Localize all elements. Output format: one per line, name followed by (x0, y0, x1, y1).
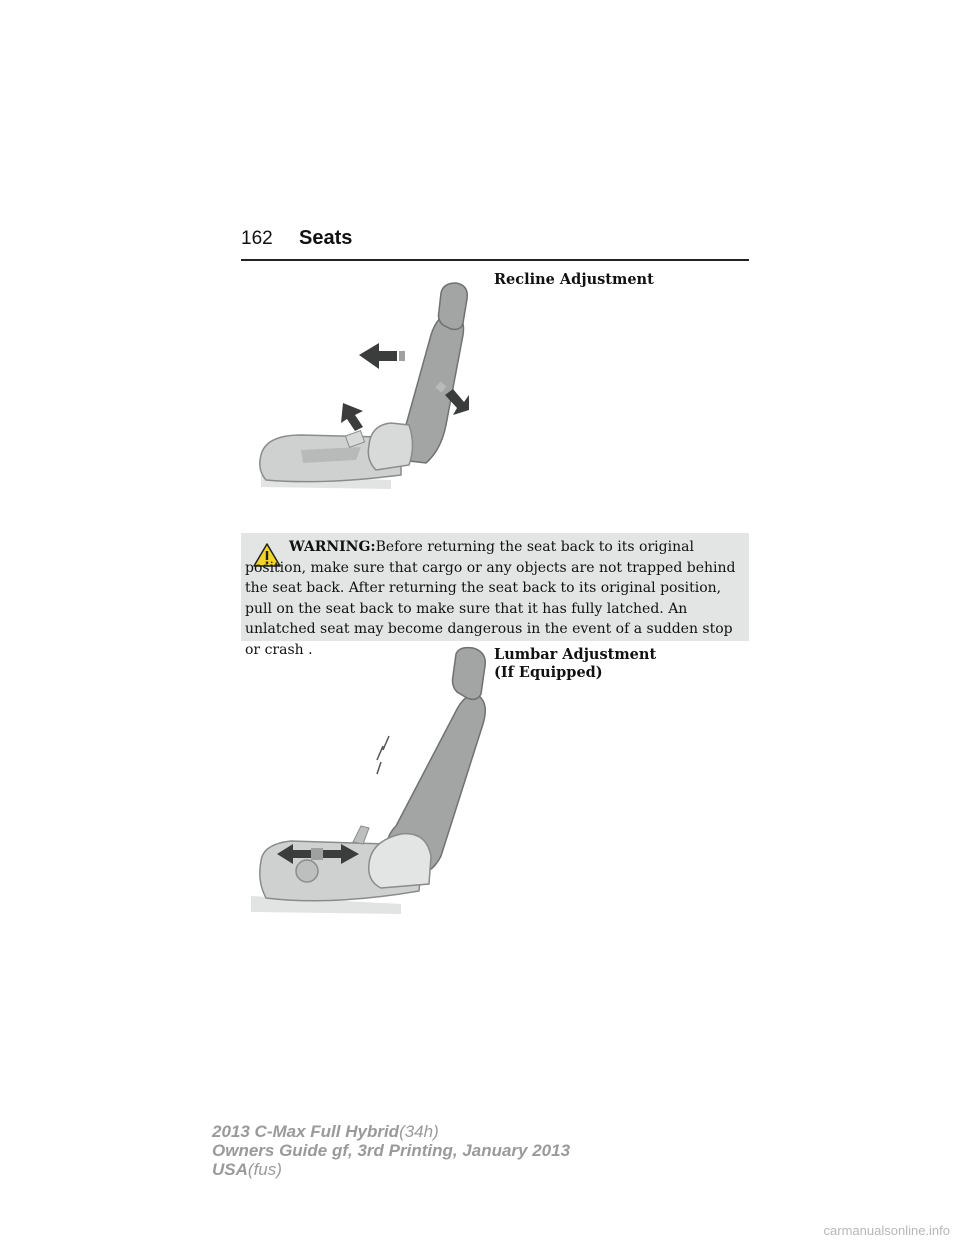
footer-market-code: (fus) (247, 1160, 282, 1179)
footer-market: USA (212, 1160, 248, 1179)
page-number: 162 (241, 228, 273, 249)
footer-model-code: (34h) (399, 1122, 439, 1141)
lumbar-caption-qualifier: (If Equipped) (494, 664, 603, 681)
section-title: Seats (299, 227, 353, 249)
footer-edition: Owners Guide gf, 3rd Printing, January 2013 (212, 1141, 571, 1160)
watermark: carmanualsonline.info (823, 1223, 950, 1238)
footer-model: 2013 C-Max Full Hybrid (212, 1122, 400, 1141)
warning-text (241, 537, 745, 660)
lumbar-caption (494, 646, 656, 682)
lumbar-seat-illustration (241, 646, 486, 916)
recline-seat-illustration (241, 275, 486, 500)
page-header (241, 228, 749, 258)
warning-body: Before returning the seat back to its original position, make sure that cargo or any objects are not trapped behind the seat back. After returning the seat back to its original position, pull on the seat back to make sure that it has fully latched. An unlatched seat may become dangerous in the event of a sudden stop or crash . (245, 539, 736, 658)
footer-imprint (212, 1122, 570, 1179)
lumbar-caption-title: Lumbar Adjustment (494, 646, 657, 663)
header-divider (241, 259, 749, 261)
warning-label: WARNING: (289, 539, 376, 555)
recline-caption: Recline Adjustment (494, 271, 654, 288)
